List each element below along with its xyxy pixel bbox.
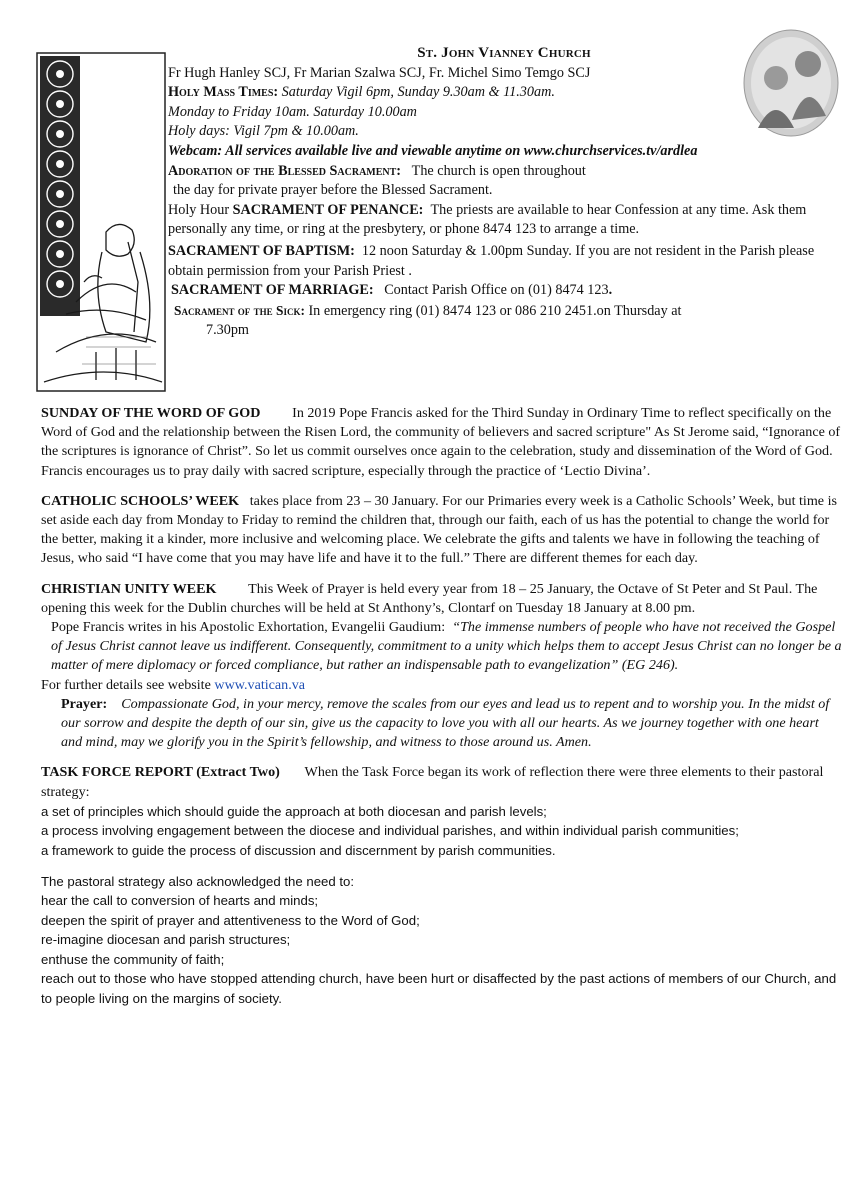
pope-quote-intro: Pope Francis writes in his Apostolic Exhortation, Evangelii Gaudium: (51, 619, 446, 636)
mass-times-weekend: Saturday Vigil 6pm, Sunday 9.30am & 11.30am. (281, 84, 555, 101)
church-info-block (168, 44, 840, 341)
pastoral-need-2: deepen the spirit of prayer and attentiveness to the Word of God; (41, 912, 420, 928)
word-of-god-text: In 2019 Pope Francis asked for the Third Sunday in Ordinary Time to reflect specifically on the Word of God and the relationship between the Risen Lord, the community of believers and sacred scripture" As St Jerome said, “Ignorance of the scriptures is ignorance of Christ”. So let us commit ourselves once again to the celebration, study and dissemination of the Word of God. Francis encourages us to pray daily with sacred scripture, especially through the practice of ‘Lectio Divina’. (41, 405, 841, 479)
penance-text: The priests are available to hear Confession at any time. Ask them personally any time, or ring at the presbytery, or phone 8474 123 to arrange a time. (168, 201, 807, 238)
schools-week-text: takes place from 23 – 30 January. For our Primaries every week is a Catholic Schools’ Week, but time is set aside each day from Monday to Friday to remind the children that, through our faith, each of us has the potential to change the world for the better, making it a kinder, more inclusive and welcoming place. We celebrate the gifts and talents we have in following the teaching of Jesus, who said “I have come that you may have life and have it to the full.” There are different themes for each day. (41, 492, 837, 567)
pastoral-need-4: enthuse the community of faith; (41, 951, 225, 967)
marriage-line (168, 281, 840, 301)
unity-week-text: This Week of Prayer is held every year from 18 – 25 January, the Octave of St Peter and St Paul. The opening this week for the Dublin churches will be held at St Anthony’s, Clontarf on Tuesday 18 January at 8.00 pm. (41, 580, 818, 616)
unity-week-heading: CHRISTIAN UNITY WEEK (41, 580, 217, 597)
penance-prefix: Holy Hour (168, 201, 230, 218)
word-of-god-heading: SUNDAY OF THE WORD OF GOD (41, 405, 261, 421)
vatican-website-link[interactable]: www.vatican.va (214, 676, 306, 693)
unity-week-intro (41, 580, 843, 618)
prayer-text: Compassionate God, in your mercy, remove the scales from our eyes and lead us to repent and to worship you. In the midst of our sorrow and despite the depth of our sin, give us the capacity to love you with all our hearts. As we journey together with one heart and mind, may we glorify you in the Spirit’s fellowship, and witness to those around us. Amen. (61, 695, 830, 751)
adoration-text: The church is open throughout (411, 162, 586, 179)
penance-line (168, 201, 840, 240)
word-of-god-section (41, 404, 843, 481)
schools-week-section (41, 492, 843, 569)
pastoral-strategy-intro: The pastoral strategy also acknowledged the need to: (41, 874, 355, 890)
pastoral-need-5: reach out to those who have stopped attending church, have been hurt or disaffected by the past actions of members of our Church, and to people living on the margins of society. (41, 971, 837, 1006)
sick-time: 7.30pm (206, 322, 249, 339)
task-force-element-2: a process involving engagement between the diocese and individual parishes, and within individual parish communities; (41, 823, 739, 839)
schools-week-heading: CATHOLIC SCHOOLS’ WEEK (41, 492, 240, 509)
marriage-label: SACRAMENT OF MARRIAGE: (171, 282, 374, 299)
baptism-label: SACRAMENT OF BAPTISM: (168, 242, 355, 259)
adoration-label: Adoration of the Blessed Sacrament: (168, 162, 402, 179)
task-force-text: When the Task Force began its work of reflection there were three elements to their pastoral strategy: (41, 764, 824, 800)
adoration-line (168, 162, 840, 182)
task-force-heading: TASK FORCE REPORT (Extract Two) (41, 764, 280, 781)
pastoral-need-1: hear the call to conversion of hearts and minds; (41, 893, 319, 909)
webcam-notice: Webcam: All services available live and viewable anytime on www.churchservices.tv/ardlea (168, 142, 698, 159)
task-force-element-3: a framework to guide the process of discussion and discernment by parish communities. (41, 842, 556, 858)
baptism-text: 12 noon Saturday & 1.00pm Sunday. If you are not resident in the Parish please obtain permission from your Parish Priest . (168, 242, 815, 279)
church-title: St. John Vianney Church (417, 45, 591, 61)
sick-text: In emergency ring (01) 8474 123 or 086 210 2451.on Thursday at (308, 302, 682, 319)
pope-quote: “The immense numbers of people who have not received the Gospel of Jesus Christ cannot leave us indifferent. Consequently, commitment to a unity which helps them to accept Jesus Christ can no longer be a matter of mere diplomacy or forced compliance, but rather an indispensable path to evangelization” (EG 246). (51, 619, 842, 674)
adoration-text-continued: the day for private prayer before the Blessed Sacrament. (173, 182, 493, 199)
religious-artwork-image (36, 52, 166, 392)
unity-week-section (41, 580, 843, 753)
further-details-text: For further details see website (41, 676, 211, 693)
mass-times-holy-days: Holy days: Vigil 7pm & 10.00am. (168, 123, 359, 140)
marriage-text: Contact Parish Office on (01) 8474 123 (384, 282, 609, 299)
priests-line: Fr Hugh Hanley SCJ, Fr Marian Szalwa SCJ, Fr. Michel Simo Temgo SCJ (168, 64, 591, 81)
mass-times-weekday: Monday to Friday 10am. Saturday 10.00am (168, 103, 417, 120)
task-force-section (41, 763, 843, 1007)
marriage-end: . (608, 282, 613, 299)
prayer-paragraph (41, 695, 843, 753)
pope-quote-paragraph (41, 618, 843, 676)
penance-label: SACRAMENT OF PENANCE: (232, 201, 424, 218)
baptism-line (168, 242, 840, 281)
sick-label: Sacrament of the Sick: (174, 302, 305, 318)
bulletin-body (41, 404, 843, 1008)
task-force-intro (41, 763, 843, 801)
further-details-line (41, 676, 843, 695)
sick-line (168, 301, 840, 322)
pastoral-need-3: re-imagine diocesan and parish structures; (41, 932, 291, 948)
task-force-element-1: a set of principles which should guide the approach at both diocesan and parish levels; (41, 803, 547, 819)
mass-times-line (168, 83, 840, 103)
mass-times-label: Holy Mass Times: (168, 84, 279, 101)
prayer-label: Prayer: (61, 695, 108, 712)
